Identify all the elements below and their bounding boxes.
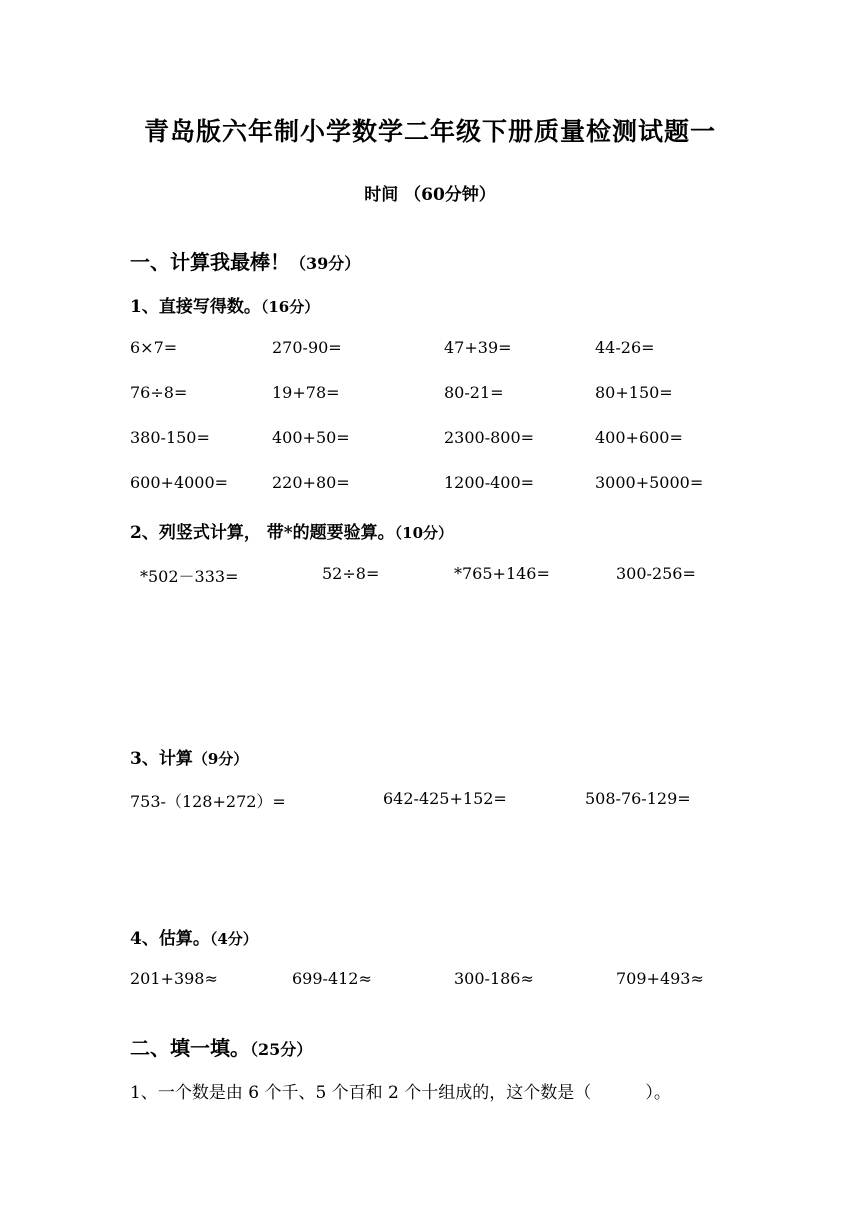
q2-cell: *502－333= bbox=[140, 567, 239, 586]
q1-cell: 380-150= bbox=[130, 428, 210, 447]
question-3-heading bbox=[130, 744, 248, 769]
q1-cell: 19+78= bbox=[272, 383, 340, 402]
q1-cell: 76÷8= bbox=[130, 383, 188, 402]
q3-cell: 508-76-129= bbox=[585, 789, 691, 808]
q1-row-4 bbox=[0, 473, 860, 497]
section-1-points: （39分） bbox=[290, 254, 361, 273]
question-4-label: 4、估算。 bbox=[130, 929, 210, 949]
q3-cell: 753-（128+272）= bbox=[130, 792, 286, 811]
question-3-points: （9分） bbox=[192, 750, 249, 768]
q1-cell: 400+50= bbox=[272, 428, 350, 447]
question-3-label: 3、计算 bbox=[130, 749, 193, 769]
question-1-label: 1、直接写得数。 bbox=[130, 297, 261, 317]
q4-cell: 201+398≈ bbox=[130, 969, 218, 988]
q1-cell: 80+150= bbox=[595, 383, 673, 402]
q1-cell: 600+4000= bbox=[130, 473, 229, 492]
q2-row bbox=[0, 564, 860, 588]
fill-question-1: 1、一个数是由 6 个千、5 个百和 2 个十组成的，这个数是（ ）。 bbox=[130, 1083, 671, 1103]
q4-row bbox=[0, 969, 860, 993]
q1-cell: 44-26= bbox=[595, 338, 655, 357]
q1-row-1 bbox=[0, 338, 860, 362]
q4-cell: 699-412≈ bbox=[292, 969, 372, 988]
q1-cell: 6×7= bbox=[130, 338, 178, 357]
q1-cell: 2300-800= bbox=[444, 428, 535, 447]
section-2-heading bbox=[130, 1032, 312, 1061]
page-title: 青岛版六年制小学数学二年级下册质量检测试题一 bbox=[143, 117, 716, 146]
q1-row-3 bbox=[0, 428, 860, 452]
question-2-heading bbox=[130, 518, 453, 543]
q1-cell: 3000+5000= bbox=[595, 473, 704, 492]
q2-cell: 52÷8= bbox=[322, 564, 380, 583]
q1-cell: 220+80= bbox=[272, 473, 350, 492]
question-4-points: （4分） bbox=[209, 930, 258, 948]
question-2-label: 2、列竖式计算， 带*的题要验算。 bbox=[130, 523, 395, 543]
q1-cell: 400+600= bbox=[595, 428, 683, 447]
question-1-heading bbox=[130, 292, 319, 317]
section-1-heading bbox=[130, 246, 360, 275]
q4-cell: 300-186≈ bbox=[454, 969, 534, 988]
q2-cell: 300-256= bbox=[616, 564, 696, 583]
question-4-heading bbox=[130, 924, 258, 949]
q4-cell: 709+493≈ bbox=[616, 969, 704, 988]
section-2-points: （25分） bbox=[250, 1040, 313, 1059]
q3-row bbox=[0, 789, 860, 813]
q1-cell: 80-21= bbox=[444, 383, 504, 402]
section-2-title: 二、填一填。 bbox=[130, 1036, 250, 1060]
q3-cell: 642-425+152= bbox=[383, 789, 507, 808]
q2-cell: *765+146= bbox=[454, 564, 550, 583]
time-limit: 时间 （60分钟） bbox=[364, 185, 496, 205]
question-1-points: （16分） bbox=[260, 298, 320, 316]
question-2-points: （10分） bbox=[394, 524, 454, 542]
q1-cell: 1200-400= bbox=[444, 473, 535, 492]
q1-cell: 270-90= bbox=[272, 338, 342, 357]
q1-cell: 47+39= bbox=[444, 338, 512, 357]
section-1-title: 一、计算我最棒！ bbox=[130, 250, 290, 274]
q1-row-2 bbox=[0, 383, 860, 407]
